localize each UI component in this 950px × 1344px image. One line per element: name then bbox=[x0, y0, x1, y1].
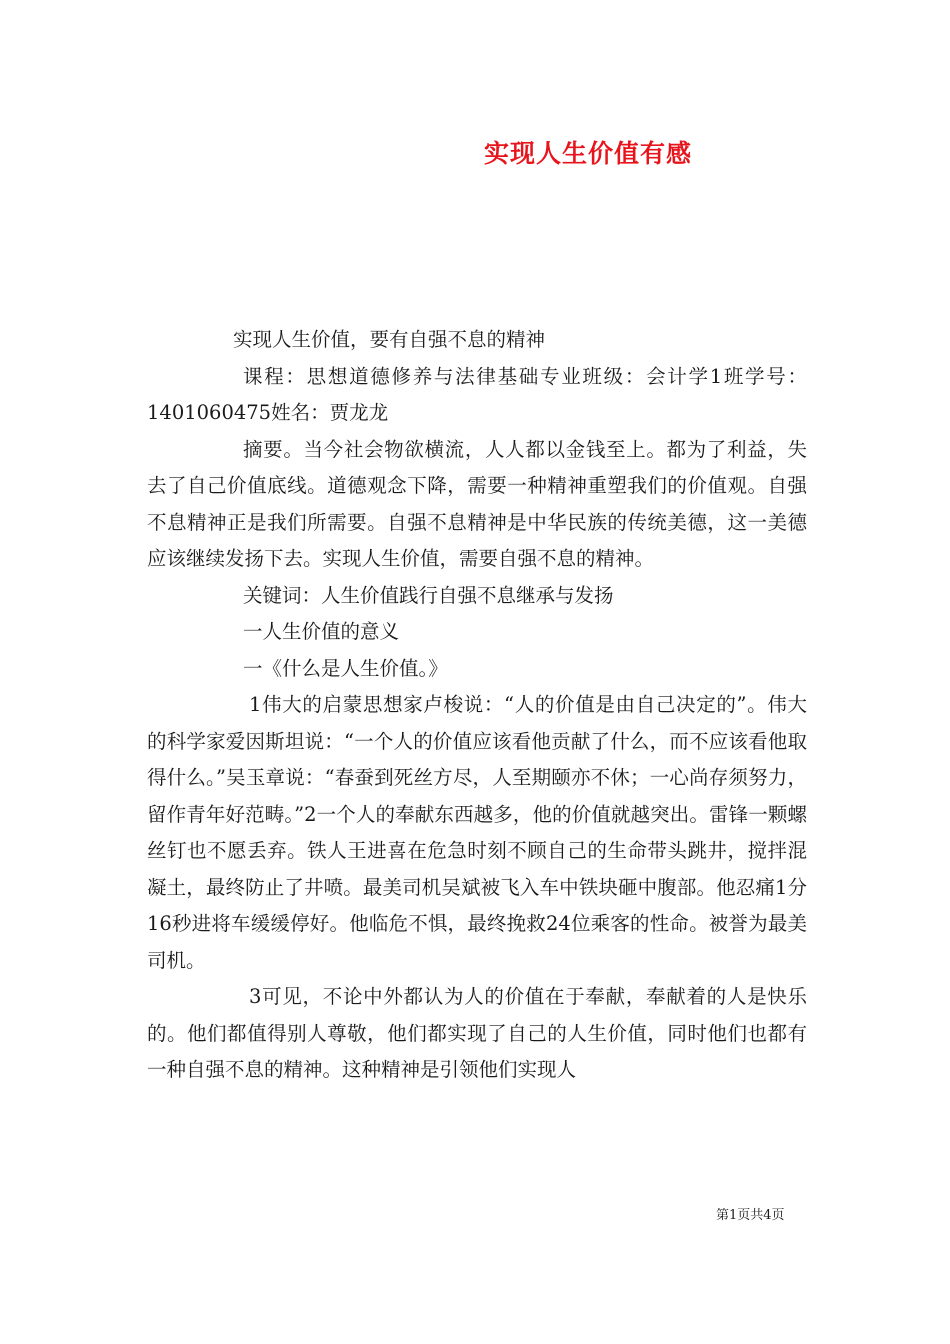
paragraph-abstract: 摘要。当今社会物欲横流，人人都以金钱至上。都为了利益，失去了自己价值底线。道德观念下降，需要一种精神重塑我们的价值观。自强不息精神正是我们所需要。自强不息精神是中华民族的传统美德，这一美德应该继续发扬下去。实现人生价值，需要自强不息的精神。 bbox=[147, 437, 807, 570]
paragraph-body-1: 1伟大的启蒙思想家卢梭说：“人的价值是由自己决定的”。伟大的科学家爱因斯坦说：“一个人的价值应该看他贡献了什么，而不应该看他取得什么。”吴玉章说：“春蚕到死丝方尽，人至期颐亦不休；一心尚存须努力，留作青年好范畴。”2一个人的奉献东西越多，他的价值就越突出。雷锋一颗螺丝钉也不愿丢弃。铁人王进喜在危急时刻不顾自己的生命带头跳井，搅拌混凝土，最终防止了井喷。最美司机吴斌被飞入车中铁块砸中腹部。他忍痛1分16秒进将车缓缓停好。他临危不惧，最终挽救24位乘客的性命。被誉为最美司机。 bbox=[147, 693, 807, 972]
paragraph-body-2: 3可见，不论中外都认为人的价值在于奉献，奉献着的人是快乐的。他们都值得别人尊敬，他们都实现了自己的人生价值，同时他们也都有一种自强不息的精神。这种精神是引领他们实现人 bbox=[147, 985, 807, 1081]
paragraph-section-heading: 一人生价值的意义 bbox=[243, 620, 400, 643]
paragraph-keywords: 关键词：人生价值践行自强不息继承与发扬 bbox=[243, 583, 614, 607]
paragraph-course-info: 课程：思想道德修养与法律基础专业班级：会计学1班学号：1401060475姓名：贾龙龙 bbox=[147, 364, 807, 424]
document-body bbox=[147, 322, 807, 1089]
paragraph-subtitle: 实现人生价值，要有自强不息的精神 bbox=[233, 328, 546, 351]
paragraph-subsection-heading: 一《什么是人生价值。》 bbox=[243, 656, 448, 680]
page-number: 第1页共4页 bbox=[716, 1208, 785, 1223]
document-title: 实现人生价值有感 bbox=[483, 139, 692, 168]
